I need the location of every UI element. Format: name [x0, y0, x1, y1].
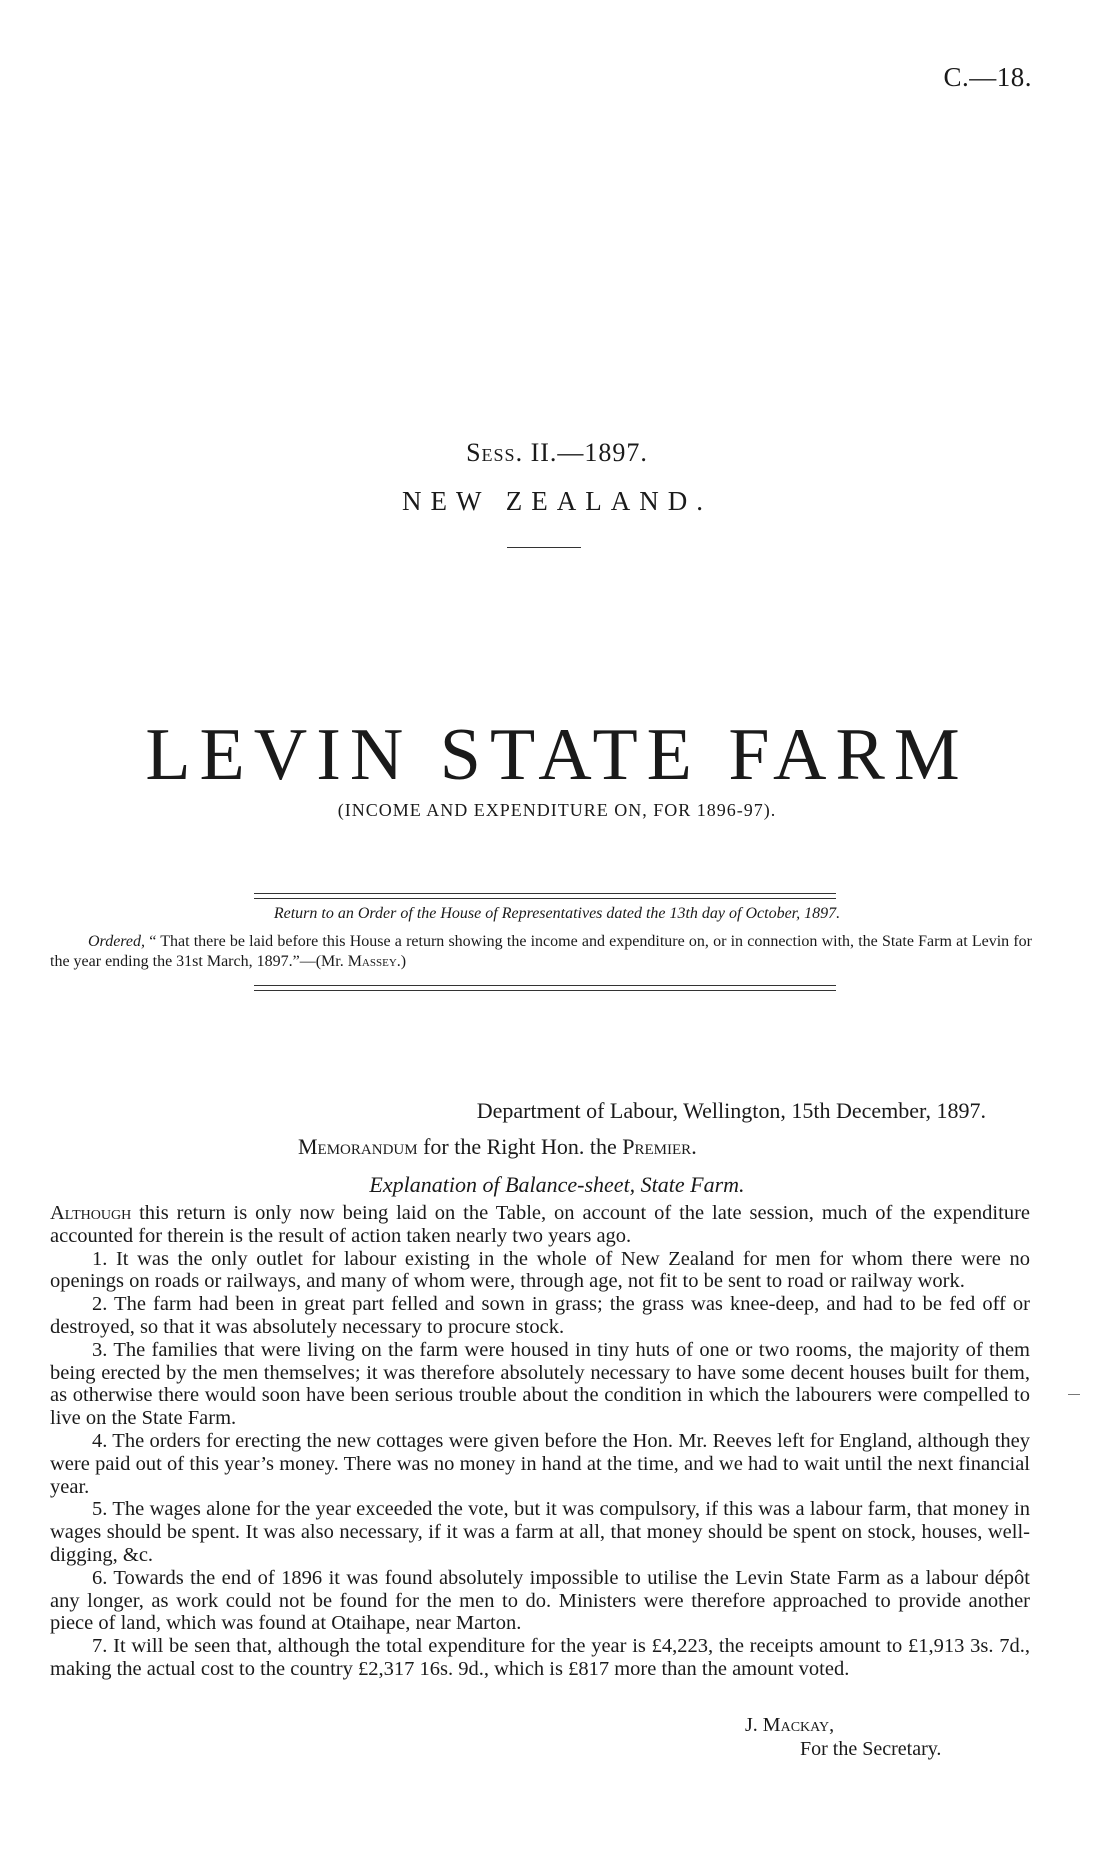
dateline: Department of Labour, Wellington, 15th December, 1897.: [476, 1098, 986, 1123]
explanation-heading: Explanation of Balance-sheet, State Farm.: [369, 1172, 745, 1197]
signature-role: For the Secretary.: [800, 1738, 942, 1760]
ordered-paragraph: [50, 932, 1032, 972]
numbered-paragraph-5: 5. The wages alone for the year exceeded the vote, but it was compulsory, if this was a labour farm, that money in wages should be spent. It was also necessary, if it was a farm at all, that money should be spent on stock, houses, well-digging, &c.: [50, 1498, 1030, 1566]
memo-recipient: Premier: [622, 1134, 692, 1159]
memo-end: .: [691, 1134, 697, 1159]
return-order-line: Return to an Order of the House of Representatives dated the 13th day of October, 1897.: [273, 905, 841, 922]
ordered-member: Massey: [347, 953, 397, 970]
ordered-label: Ordered,: [88, 933, 146, 950]
intro-text: this return is only now being laid on the Table, on account of the late session, much of the expenditure accounted for therein is the result of action taken nearly two years ago.: [50, 1202, 1030, 1247]
document-subtitle: (INCOME AND EXPENDITURE ON, FOR 1896-97).: [337, 800, 777, 820]
ordered-close: .): [396, 953, 407, 970]
signature-name: [745, 1714, 834, 1737]
ordered-text: “ That there be laid before this House a return showing the income and expenditure on, or in connection with, the State Farm at Levin for the year ending the 31st March, 1897.”—(Mr.: [50, 933, 1032, 970]
numbered-paragraph-1: 1. It was the only outlet for labour existing in the whole of New Zealand for men for whom there were no openings on roads or railways, and many of whom were, through age, not fit to be sent to road or railway work.: [50, 1247, 1030, 1293]
numbered-paragraph-3: 3. The families that were living on the farm were housed in tiny huts of one or two rooms, the majority of them being erected by the men themselves; it was therefore absolutely necessary to have some decent houses built for them, as otherwise there would soon have been serious trouble about the condition in which the labourers were compelled to live on the State Farm.: [50, 1338, 1030, 1430]
intro-first-word: Although: [50, 1202, 132, 1224]
memo-body: [50, 1202, 1030, 1681]
signature-surname: Mackay: [762, 1714, 830, 1736]
session-prefix: Sess.: [466, 438, 524, 467]
double-divider-top: [254, 893, 836, 899]
intro-paragraph: [50, 1202, 1030, 1248]
page-reference: C.—18.: [943, 62, 1032, 92]
margin-mark: [1068, 1394, 1080, 1395]
memorandum-line: [298, 1134, 697, 1160]
memo-middle: for the Right Hon. the: [417, 1134, 623, 1159]
numbered-paragraph-7: 7. It will be seen that, although the total expenditure for the year is £4,223, the receipts amount to £1,913 3s. 7d., making the actual cost to the country £2,317 16s. 9d., which is £817 more than the amount voted.: [50, 1635, 1030, 1680]
memo-label: Memorandum: [298, 1134, 418, 1159]
signature-initial: J.: [745, 1714, 763, 1736]
document-title: LEVIN STATE FARM: [145, 714, 969, 796]
session-line: [0, 438, 1114, 468]
double-divider-bottom: [254, 985, 836, 991]
session-year: II.—1897.: [523, 438, 648, 467]
numbered-paragraph-4: 4. The orders for erecting the new cottages were given before the Hon. Mr. Reeves left for England, although they were paid out of this year’s money. There was no money in hand at the time, and we had to wait until the next financial year.: [50, 1429, 1030, 1498]
country-heading: NEW ZEALAND.: [402, 486, 712, 516]
numbered-paragraph-6: 6. Towards the end of 1896 it was found absolutely impossible to utilise the Levin State Farm as a labour dépôt any longer, as work could not be found for the men to do. Ministers were therefore approached to provide another piece of land, which was found at Otaihape, near Marton.: [50, 1566, 1030, 1635]
signature-comma: ,: [829, 1714, 835, 1736]
short-divider: [507, 547, 581, 548]
numbered-paragraph-2: 2. The farm had been in great part felled and sown in grass; the grass was knee-deep, and had to be fed off or destroyed, so that it was absolutely necessary to procure stock.: [50, 1293, 1030, 1338]
